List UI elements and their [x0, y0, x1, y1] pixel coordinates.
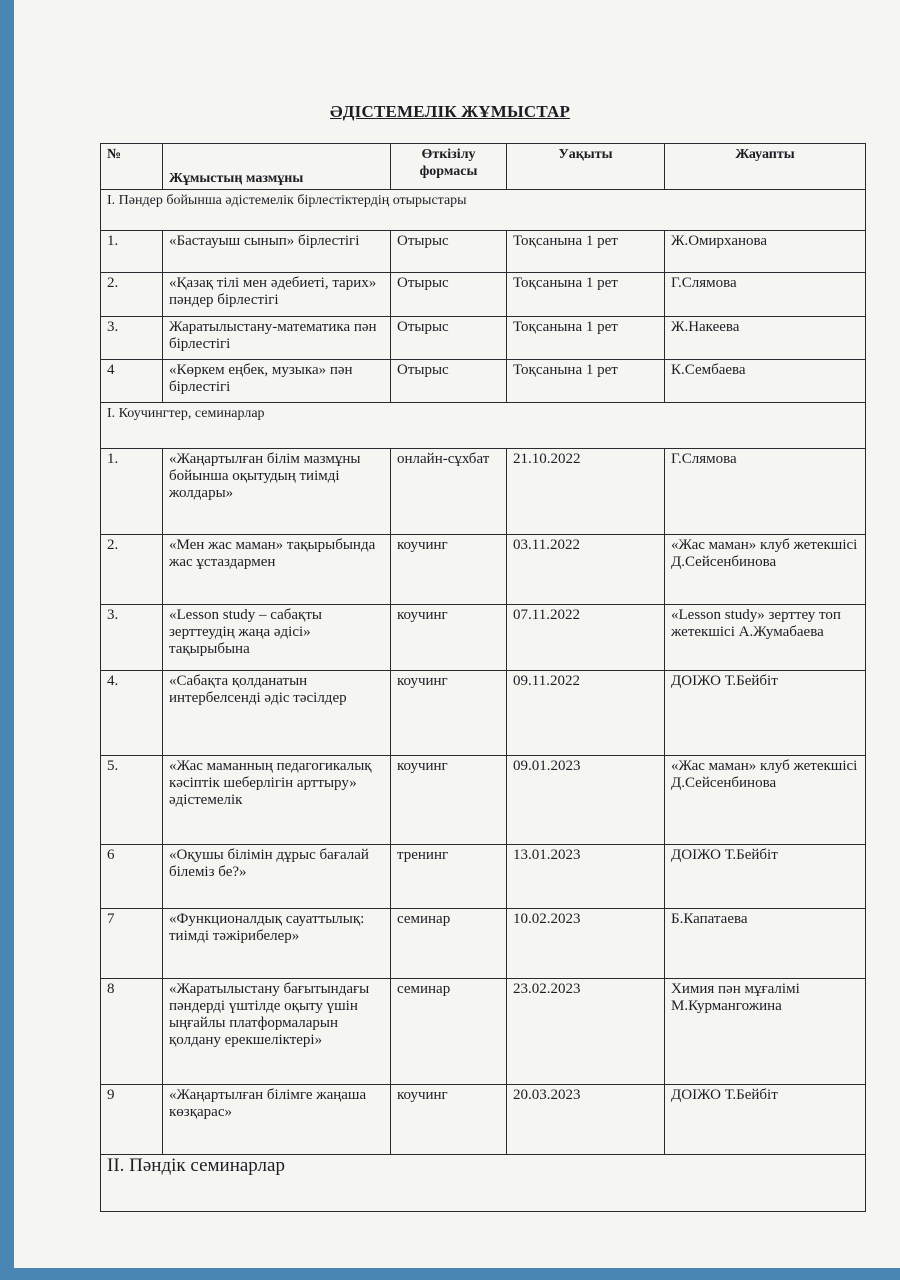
row-responsible: Г.Слямова: [665, 449, 866, 535]
row-responsible: «Жас маман» клуб жетекшісі Д.Сейсенбинова: [665, 756, 866, 845]
table-row: [101, 1085, 866, 1155]
table-row: [101, 845, 866, 909]
row-time: Тоқсанына 1 рет: [507, 360, 665, 403]
table-row: [101, 756, 866, 845]
row-responsible: Ж.Омирханова: [665, 231, 866, 273]
row-number: 3.: [101, 317, 163, 360]
row-number: 9: [101, 1085, 163, 1155]
row-responsible: Ж.Накеева: [665, 317, 866, 360]
row-time: 23.02.2023: [507, 979, 665, 1085]
row-content: Жаратылыстану-математика пән бірлестігі: [163, 317, 391, 360]
table-row: [101, 231, 866, 273]
table-row: [101, 535, 866, 605]
row-form: коучинг: [391, 1085, 507, 1155]
table-row: [101, 979, 866, 1085]
row-number: 4: [101, 360, 163, 403]
row-responsible: Г.Слямова: [665, 273, 866, 317]
row-content: «Сабақта қолданатын интербелсенді әдіс тәсілдер: [163, 671, 391, 756]
table-row: [101, 360, 866, 403]
row-responsible: К.Сембаева: [665, 360, 866, 403]
row-number: 1.: [101, 231, 163, 273]
row-time: 21.10.2022: [507, 449, 665, 535]
row-form: Отырыс: [391, 317, 507, 360]
section-row: [101, 1155, 866, 1212]
row-form: онлайн-сұхбат: [391, 449, 507, 535]
row-number: 2.: [101, 273, 163, 317]
row-responsible: Б.Капатаева: [665, 909, 866, 979]
row-number: 6: [101, 845, 163, 909]
row-responsible: ДОІЖО Т.Бейбіт: [665, 671, 866, 756]
row-responsible: «Жас маман» клуб жетекшісі Д.Сейсенбинова: [665, 535, 866, 605]
table-row: [101, 317, 866, 360]
table-row: [101, 449, 866, 535]
row-form: Отырыс: [391, 231, 507, 273]
row-content: «Жаңартылған білімге жаңаша көзқарас»: [163, 1085, 391, 1155]
row-responsible: ДОІЖО Т.Бейбіт: [665, 1085, 866, 1155]
row-form: семинар: [391, 979, 507, 1085]
row-content: «Lesson study – сабақты зерттеудің жаңа әдісі» тақырыбына: [163, 605, 391, 671]
row-time: 09.01.2023: [507, 756, 665, 845]
table-header-row: [101, 144, 866, 190]
header-form: Өткізілу формасы: [391, 144, 507, 190]
row-form: Отырыс: [391, 360, 507, 403]
row-content: «Жас маманның педагогикалық кәсіптік шеберлігін арттыру» әдістемелік: [163, 756, 391, 845]
row-form: Отырыс: [391, 273, 507, 317]
row-content: «Көркем еңбек, музыка» пән бірлестігі: [163, 360, 391, 403]
row-time: 13.01.2023: [507, 845, 665, 909]
header-responsible: Жауапты: [665, 144, 866, 190]
table-row: [101, 671, 866, 756]
table-row: [101, 909, 866, 979]
row-content: «Жаратылыстану бағытындағы пәндерді үштілде оқыту үшін ыңғайлы платформаларын қолдану ерекшеліктері»: [163, 979, 391, 1085]
row-number: 2.: [101, 535, 163, 605]
row-number: 8: [101, 979, 163, 1085]
row-time: Тоқсанына 1 рет: [507, 317, 665, 360]
row-form: коучинг: [391, 535, 507, 605]
header-num: №: [101, 144, 163, 190]
table-row: [101, 273, 866, 317]
row-time: 20.03.2023: [507, 1085, 665, 1155]
row-time: 09.11.2022: [507, 671, 665, 756]
header-content: Жұмыстың мазмұны: [163, 144, 391, 190]
row-time: 03.11.2022: [507, 535, 665, 605]
row-content: «Мен жас маман» тақырыбында жас ұстаздармен: [163, 535, 391, 605]
row-number: 7: [101, 909, 163, 979]
row-time: 10.02.2023: [507, 909, 665, 979]
row-number: 4.: [101, 671, 163, 756]
row-form: коучинг: [391, 605, 507, 671]
row-content: «Оқушы білімін дұрыс бағалай білеміз бе?»: [163, 845, 391, 909]
section-title: ІІ. Пәндік семинарлар: [101, 1155, 866, 1212]
section-row: [101, 403, 866, 449]
row-time: Тоқсанына 1 рет: [507, 231, 665, 273]
row-content: «Жаңартылған білім мазмұны бойынша оқытудың тиімді жолдары»: [163, 449, 391, 535]
table-row: [101, 605, 866, 671]
row-form: тренинг: [391, 845, 507, 909]
row-content: «Қазақ тілі мен әдебиеті, тарих» пәндер бірлестігі: [163, 273, 391, 317]
section-row: [101, 190, 866, 231]
row-responsible: Химия пән мұғалімі М.Курмангожина: [665, 979, 866, 1085]
row-number: 3.: [101, 605, 163, 671]
row-number: 1.: [101, 449, 163, 535]
row-time: 07.11.2022: [507, 605, 665, 671]
section-title: І. Пәндер бойынша әдістемелік бірлестіктердің отырыстары: [101, 190, 866, 231]
document-title: ӘДІСТЕМЕЛІК ЖҰМЫСТАР: [330, 102, 571, 121]
row-content: «Бастауыш сынып» бірлестігі: [163, 231, 391, 273]
row-form: коучинг: [391, 756, 507, 845]
row-content: «Функционалдық сауаттылық: тиімді тәжірибелер»: [163, 909, 391, 979]
row-form: семинар: [391, 909, 507, 979]
methodical-work-table: [100, 143, 866, 1212]
row-responsible: ДОІЖО Т.Бейбіт: [665, 845, 866, 909]
row-number: 5.: [101, 756, 163, 845]
row-time: Тоқсанына 1 рет: [507, 273, 665, 317]
header-time: Уақыты: [507, 144, 665, 190]
section-title: І. Коучингтер, семинарлар: [101, 403, 866, 449]
row-form: коучинг: [391, 671, 507, 756]
row-responsible: «Lesson study» зерттеу топ жетекшісі А.Жумабаева: [665, 605, 866, 671]
